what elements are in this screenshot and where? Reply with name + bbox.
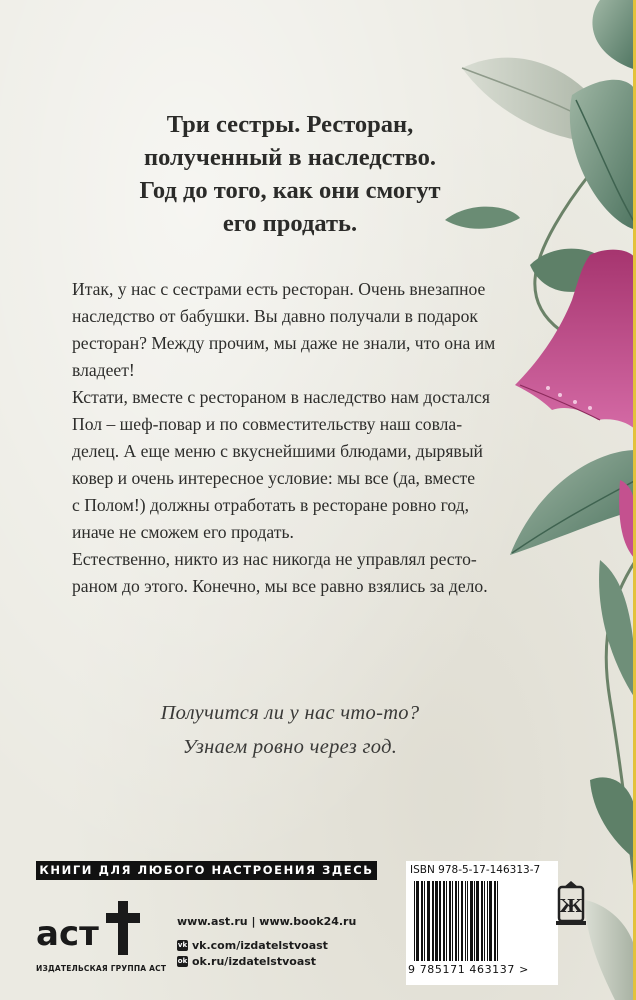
barcode-bar: [470, 881, 473, 961]
synopsis-line: ковер и очень интересное условие: мы все (да, вместе: [72, 468, 476, 488]
barcode-bar: [497, 881, 498, 961]
isbn-block: [406, 861, 558, 985]
synopsis-line: Кстати, вместе с рестораном в наследство нам достался: [72, 387, 490, 407]
synopsis-line: делец. А еще меню с вкуснейшими блюдами, дырявый: [72, 441, 483, 461]
barcode-bar: [455, 881, 457, 961]
ok-icon: ok: [177, 957, 188, 965]
headline-line: Три сестры. Ресторан,: [166, 111, 414, 138]
social-link-ok[interactable]: [177, 955, 316, 968]
publisher-name: ИЗДАТЕЛЬСКАЯ ГРУППА АСТ: [36, 964, 167, 973]
synopsis-line: наследство от бабушки. Вы давно получали в подарок: [72, 306, 478, 326]
imprint-lantern-icon: [552, 879, 590, 927]
barcode-bar: [427, 881, 430, 961]
barcode-bar: [449, 881, 451, 961]
barcode-bar: [467, 881, 468, 961]
social-link-text: ok.ru/izdatelstvoast: [192, 955, 317, 968]
barcode-bar: [424, 881, 425, 961]
publisher-websites[interactable]: www.ast.ru | www.book24.ru: [177, 915, 357, 928]
barcode-bar: [476, 881, 479, 961]
barcode-bar: [494, 881, 496, 961]
barcode-bar: [446, 881, 447, 961]
social-link-vk[interactable]: [177, 939, 328, 952]
isbn-number: ISBN 978-5-17-146313-7: [410, 864, 541, 876]
barcode-bar: [439, 881, 441, 961]
barcode-bar: [481, 881, 483, 961]
tagline: [90, 696, 490, 764]
synopsis-line: раном до этого. Конечно, мы все равно взялись за дело.: [72, 576, 488, 596]
synopsis-line: владеет!: [72, 360, 135, 380]
headline: [95, 108, 485, 240]
synopsis-line: Итак, у нас с сестрами есть ресторан. Очень внезапное: [72, 279, 486, 299]
cross-mark: [106, 901, 140, 955]
barcode-bar: [421, 881, 423, 961]
barcode-digits: 9 785171 463137 >: [408, 963, 529, 976]
ast-logo-text: aст: [36, 914, 99, 954]
barcode-bar: [465, 881, 466, 961]
barcode-bar: [435, 881, 438, 961]
promo-banner: КНИГИ ДЛЯ ЛЮБОГО НАСТРОЕНИЯ ЗДЕСЬ: [36, 861, 377, 880]
barcode-bar: [487, 881, 488, 961]
barcode-bar: [474, 881, 475, 961]
barcode-bar: [416, 881, 419, 961]
barcode-bar: [414, 881, 415, 961]
synopsis-line: Естественно, никто из нас никогда не управлял ресто-: [72, 549, 477, 569]
headline-line: его продать.: [222, 210, 358, 237]
headline-line: полученный в наследство.: [144, 144, 436, 171]
synopsis-line: иначе не сможем его продать.: [72, 522, 294, 542]
headline-line: Год до того, как они смогут: [139, 177, 441, 204]
barcode-bar: [489, 881, 492, 961]
vk-icon: vk: [177, 941, 188, 949]
synopsis-line: с Полом!) должны отработать в ресторане ровно год,: [72, 495, 469, 515]
synopsis-line: ресторан? Между прочим, мы даже не знали, что она им: [72, 333, 496, 353]
barcode-bar: [432, 881, 434, 961]
synopsis-line: Пол – шеф-повар и по совместительству наш совла-: [72, 414, 463, 434]
tagline-line: Узнаем ровно через год.: [182, 736, 398, 758]
barcode-bar: [443, 881, 445, 961]
barcode-bar: [484, 881, 485, 961]
svg-text:Ж: Ж: [559, 896, 583, 917]
tagline-line: Получится ли у нас что-то?: [160, 702, 420, 724]
barcode-bar: [461, 881, 463, 961]
social-link-text: vk.com/izdatelstvoast: [192, 939, 328, 952]
synopsis: [72, 276, 532, 600]
barcode-bar: [458, 881, 459, 961]
barcode: [412, 881, 550, 963]
ast-logo: [36, 893, 166, 973]
barcode-bar: [452, 881, 453, 961]
